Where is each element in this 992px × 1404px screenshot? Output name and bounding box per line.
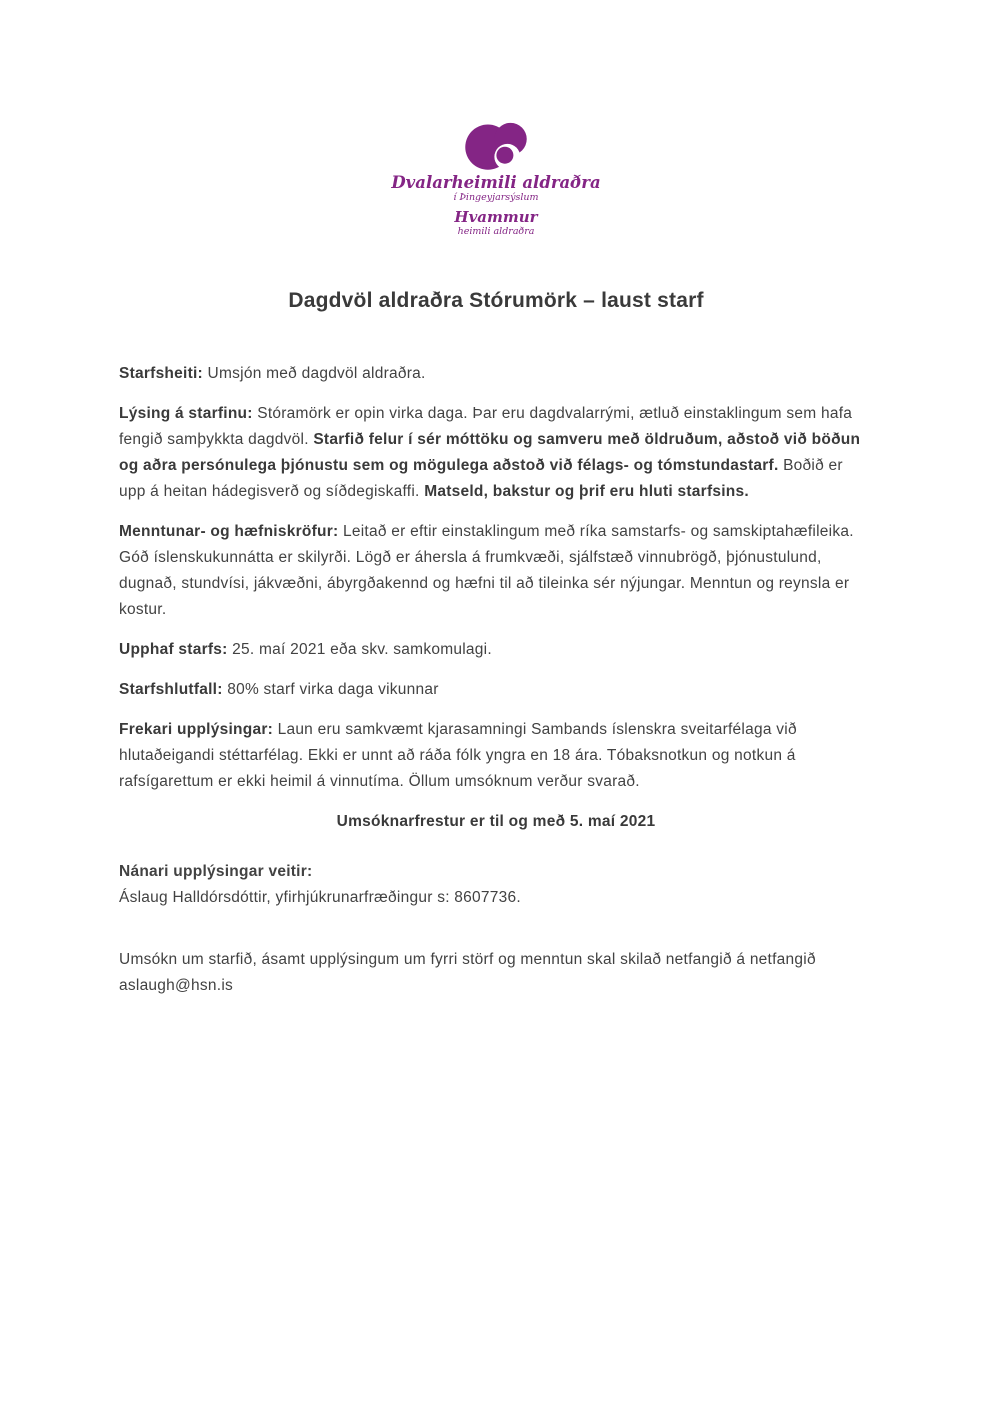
page-title: Dagdvöl aldraðra Stórumörk – laust starf (288, 289, 704, 312)
text-starfshlutfall: 80% starf virka daga vikunnar (222, 681, 439, 698)
paragraph-lysing (119, 401, 873, 505)
label-menntun: Menntunar- og hæfniskröfur: (119, 523, 339, 540)
label-starfshlutfall: Starfshlutfall: (119, 681, 223, 698)
text-lysing-bold1: Starfið felur í sér móttöku og samveru með öldruðum, aðstoð við böðun og aðra persónulega þjónustu sem og mögulega aðstoð við félags- og tómstundastarf. (119, 431, 861, 474)
text-menntun: Leitað er eftir einstaklingum með ríka samstarfs- og samskiptahæfileika. Góð íslenskukunnátta er skilyrði. Lögð er áhersla á frumkvæði, sjálfstæð vinnubrögð, þjónustulund, dugnað, stundvísi, jákvæðni, ábyrgðakennd og hæfni til að tileinka sér nýjungar. Menntun og reynsla er kostur. (119, 523, 854, 618)
deadline-line: Umsóknarfrestur er til og með 5. maí 2021 (336, 813, 656, 830)
text-lysing-intro: Stóramörk er opin virka daga. Þar eru dagdvalarrými, ætluð einstaklingum sem hafa fengið samþykkta dagdvöl. (119, 405, 853, 448)
site-subtitle: heimili aldraðra (457, 226, 535, 237)
label-lysing: Lýsing á starfinu: (119, 405, 253, 422)
wave-logo-icon (462, 118, 530, 173)
text-frekari: Laun eru samkvæmt kjarasamningi Sambands íslenskra sveitarfélaga við hlutaðeigandi stéttarfélag. Ekki er unnt að ráða fólk yngra en 18 ára. Tóbaksnotkun og notkun á rafsígarettum er ekki heimil á vinnutíma. Öllum umsóknum verður svarað. (119, 721, 797, 790)
label-starfsheiti: Starfsheiti: (119, 365, 203, 382)
text-upphaf: 25. maí 2021 eða skv. samkomulagi. (227, 641, 492, 658)
text-lysing-mid: Boðið er upp á heitan hádegisverð og síðdegiskaffi. (119, 457, 843, 500)
paragraph-menntun (119, 519, 873, 623)
org-name: Dvalarheimili aldraðra (391, 173, 601, 192)
paragraph-starfshlutfall (119, 677, 873, 703)
contact-heading: Nánari upplýsingar veitir: (119, 863, 313, 880)
text-starfsheiti: Umsjón með dagdvöl aldraðra. (202, 365, 426, 382)
paragraph-starfsheiti (119, 361, 873, 387)
label-upphaf: Upphaf starfs: (119, 641, 228, 658)
org-subtitle: í Þingeyjarsýslum (453, 192, 539, 203)
paragraph-upphaf (119, 637, 873, 663)
organization-logo (0, 0, 992, 237)
document-content (0, 313, 992, 999)
paragraph-frekari (119, 717, 873, 795)
contact-block (119, 859, 873, 911)
label-frekari: Frekari upplýsingar: (119, 721, 274, 738)
site-name: Hvammur (454, 208, 538, 226)
application-paragraph: Umsókn um starfið, ásamt upplýsingum um fyrri störf og menntun skal skilað netfangið á netfangið aslaugh@hsn.is (119, 951, 816, 994)
contact-person: Áslaug Halldórsdóttir, yfirhjúkrunarfræðingur s: 8607736. (119, 889, 521, 906)
text-lysing-bold2: Matseld, bakstur og þrif eru hluti starfsins. (424, 483, 749, 500)
